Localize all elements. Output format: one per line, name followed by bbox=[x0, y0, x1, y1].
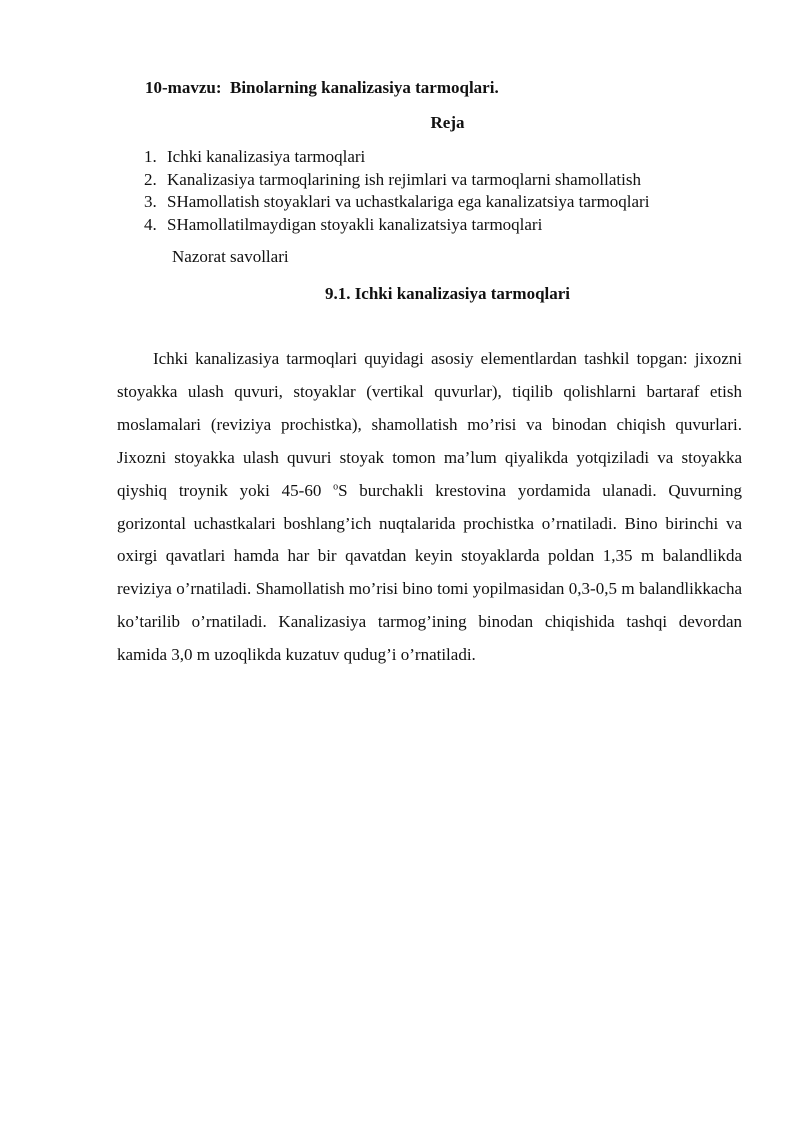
plan-item-text: SHamollatish stoyaklari va uchastkalariga ega kanalizatsiya tarmoqlari bbox=[167, 192, 650, 211]
plan-item bbox=[144, 191, 649, 214]
plan-item-text: SHamollatilmaydigan stoyakli kanalizatsiya tarmoqlari bbox=[167, 214, 543, 234]
plan-item-number: 2. bbox=[144, 169, 157, 189]
plan-item-text: Kanalizasiya tarmoqlarining ish rejimlari va tarmoqlarni shamollatish bbox=[167, 169, 641, 189]
plan-list bbox=[144, 146, 649, 236]
plan-heading: Reja bbox=[430, 113, 465, 132]
plan-item-number: 4. bbox=[144, 214, 157, 234]
body-paragraph bbox=[117, 343, 742, 672]
plan-item bbox=[144, 214, 649, 237]
control-questions-label: Nazorat savollari bbox=[172, 247, 289, 266]
degree-superscript: o bbox=[333, 480, 339, 492]
plan-item-number: 3. bbox=[144, 192, 157, 211]
paragraph-text-part1: Ichki kanalizasiya tarmoqlari quyidagi asosiy elementlardan tashkil topgan: jixozni stoyakka ulash quvuri, stoyaklar (vertikal quvurlar), tiqilib qolishlarni bartaraf etish moslamalari (reviziya prochistka), shamollatish mo’risi va binodan chiqish quvurlari. Jixozni stoyakka ulash quvuri stoyak tomon ma’lum qiyalikda yotqiziladi va stoyakka qiyshiq troynik yoki 45-60 bbox=[117, 349, 742, 500]
plan-item-number: 1. bbox=[144, 147, 157, 166]
section-heading: 9.1. Ichki kanalizasiya tarmoqlari bbox=[324, 284, 571, 303]
paragraph-text-part2: S burchakli krestovina yordamida ulanadi. Quvurning gorizontal uchastkalari boshlang’ich nuqtalarida prochistka o’rnatiladi. Bino birinchi va oxirgi qavatlari hamda har bir qavatdan keyin stoyaklarda poldan 1,35 m balandlikda reviziya o’rnatiladi. Shamollatish mo’risi bino tomi yopilmasidan 0,3-0,5 m balandlikkacha ko’tarilib o’rnatiladi. Kanalizasiya tarmog’ining binodan chiqishida tashqi devordan kamida 3,0 m uzoqlikda kuzatuv qudug’i o’rnatiladi. bbox=[117, 480, 742, 665]
plan-item bbox=[144, 169, 649, 192]
plan-item bbox=[144, 146, 649, 169]
plan-item-text: Ichki kanalizasiya tarmoqlari bbox=[167, 147, 366, 166]
topic-title: 10-mavzu: Binolarning kanalizasiya tarmoqlari. bbox=[145, 78, 499, 97]
